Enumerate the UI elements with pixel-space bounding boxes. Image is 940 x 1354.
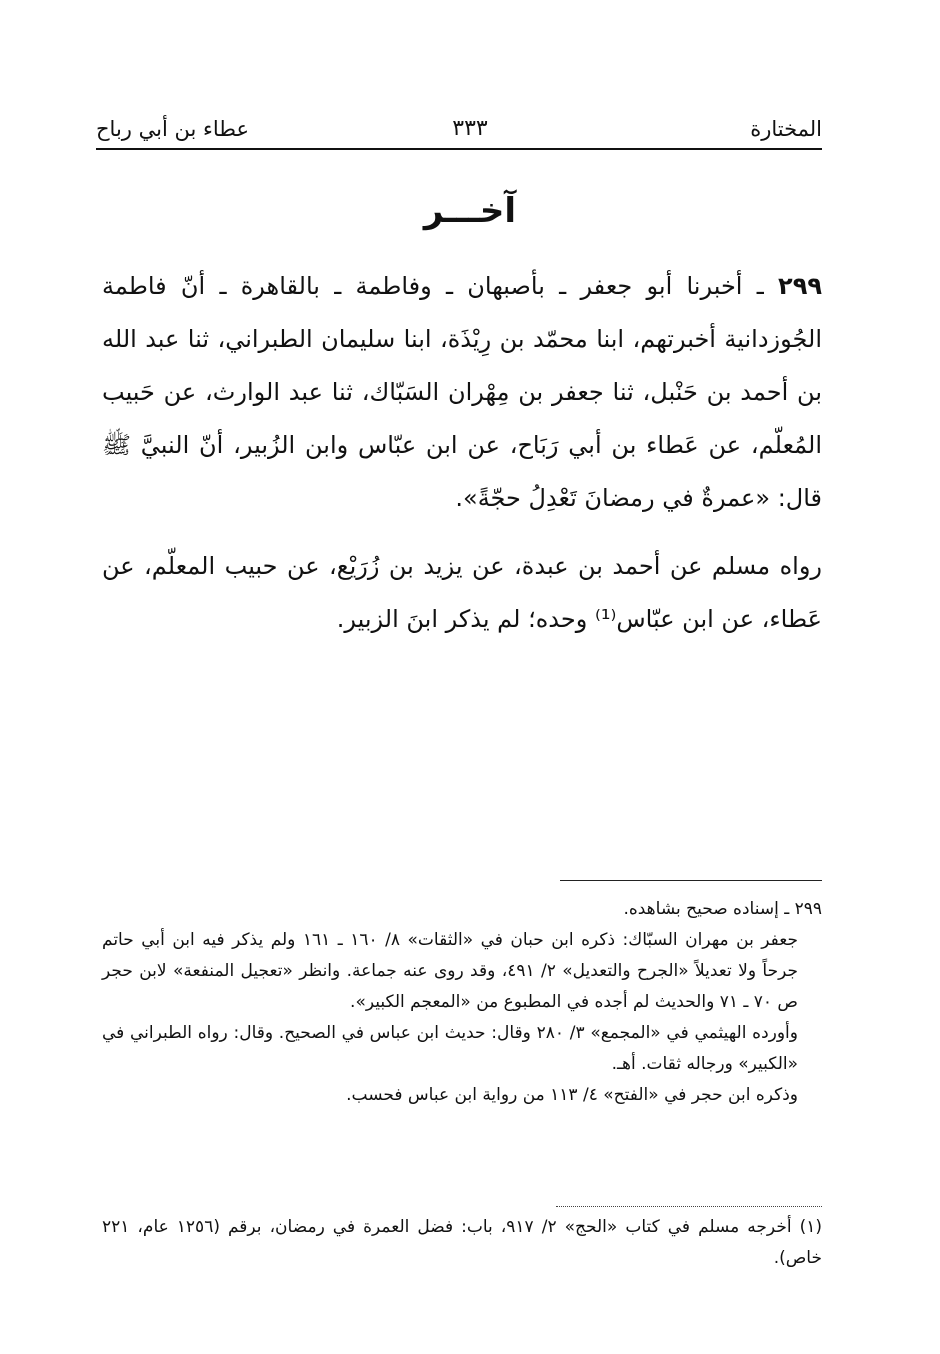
footnote-lead: ـ إسناده صحيح بشاهده. [623, 899, 790, 919]
running-header-book-title: المختارة [750, 117, 822, 141]
footnote-line: وأورده الهيثمي في «المجمع» ٣/ ٢٨٠ وقال: حديث ابن عباس في الصحيح. وقال: رواه الطبراني في «الكبير» ورجاله ثقات. أهـ. [102, 1023, 798, 1074]
hadith-paragraph [102, 260, 822, 525]
footnote-dotted-rule [556, 1206, 822, 1207]
commentary-footnote [102, 894, 822, 1111]
footnote-line: جعفر بن مهران السبّاك: ذكره ابن حبان في «الثقات» ٨/ ١٦٠ ـ ١٦١ ولم يذكر فيه ابن أبي حاتم جرحاً ولا تعديلاً «الجرح والتعديل» ٢/ ٤٩١، وقد روى عنه جماعة. وانظر «تعجيل المنفعة» لابن حجر ص ٧٠ ـ ٧١ والحديث لم أجده في المطبوع من «المعجم الكبير». [102, 930, 798, 1012]
footnote-heading [102, 894, 822, 925]
takhrij-paragraph: رواه مسلم عن أحمد بن عبدة، عن يزيد بن زُرَيْع، عن حبيب المعلّم، عن عَطاء، عن ابن عبّاس⁽¹⁾ وحده؛ لم يذكر ابنَ الزبير. [102, 552, 822, 633]
footnote-1: (١) أخرجه مسلم في كتاب «الحج» ٢/ ٩١٧، باب: فضل العمرة في رمضان، برقم (١٢٥٦ عام، ٢٢١ خاص). [102, 1217, 822, 1268]
hadith-text: ـ أخبرنا أبو جعفر ـ بأصبهان ـ وفاطمة ـ بالقاهرة ـ أنّ فاطمة الجُوزدانية أخبرتهم، ابنا محمّد بن رِيْذَة، ابنا سليمان الطبراني، ثنا عبد الله بن أحمد بن حَنْبل، ثنا جعفر بن مِهْران السَبّاك، ثنا عبد الوارث، عن حَبيب المُعلّم، عن عَطاء بن أبي رَبَاح، عن ابن عبّاس وابن الزُبير، أنّ النبيَّ ﷺ قال: «عمرةٌ في رمضانَ تَعْدِلُ حجّةً». [102, 272, 822, 512]
footnote-rule [560, 880, 822, 881]
header-rule [96, 148, 822, 150]
footnote-number: ٢٩٩ [794, 899, 822, 919]
page-number: ٣٣٣ [452, 116, 488, 141]
running-header-chapter: عطاء بن أبي رباح [96, 117, 250, 141]
hadith-number: ٢٩٩ [778, 272, 822, 300]
footnote-line: وذكره ابن حجر في «الفتح» ٤/ ١١٣ من رواية ابن عباس فحسب. [346, 1085, 798, 1105]
section-title: آخـــر [423, 191, 517, 231]
